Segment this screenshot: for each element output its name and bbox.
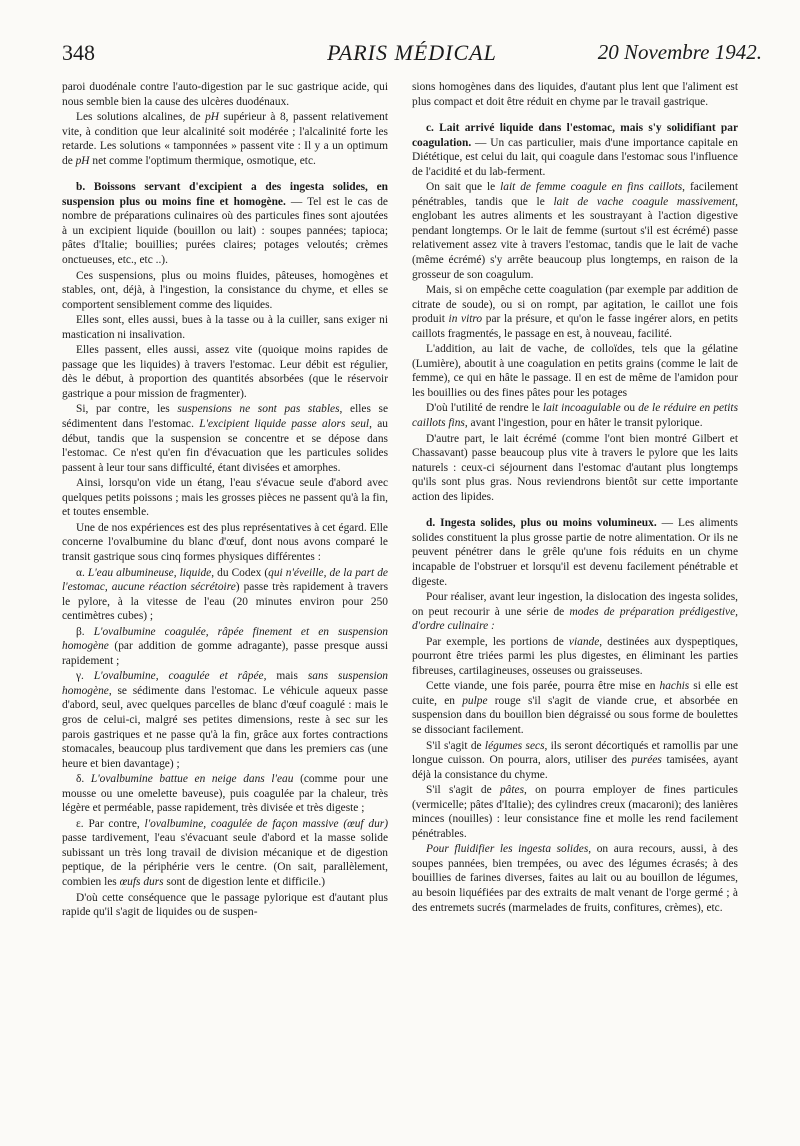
list-item-delta: δ. L'ovalbumine battue en neige dans l'eau (comme pour une mousse ou une omelette baveuse), puis coagulée par la chaleur, très légère et perméable, passe rapidement, très divisée et très digeste ; bbox=[62, 773, 389, 815]
paragraph: paroi duodénale contre l'auto-digestion par le suc gastrique acide, qui nous semble bien la cause des ulcères duodénaux. bbox=[62, 81, 388, 108]
page-number: 348 bbox=[62, 40, 95, 65]
page-header bbox=[62, 40, 762, 74]
paragraph: S'il s'agit de pâtes, on pourra employer de fines particules (vermicelle; pâtes d'Italie); des cylindres creux (macaroni); des lanières minces (nouilles) : leur consistance fine et molle les rend facilement pénétrables. bbox=[412, 784, 738, 840]
section-b-paragraph: b. Boissons servant d'excipient a des ingesta solides, en suspension plus ou moins fine et homogène. — Tel est le cas de nombre de préparations culinaires où des particules fines sont ajoutées à un excipient liquide (bouillon ou lait) : soupes pannées; tapioca; pâtes d'Italie; bouillies; purées claires; potages veloutés; crèmes onctueuses, etc., etc ..). bbox=[62, 181, 388, 267]
paragraph: D'autre part, le lait écrémé (comme l'ont bien montré Gilbert et Chassavant) passe beaucoup plus vite à travers le pylore que les laits naturels : ceux-ci séjournent dans l'estomac d'autant plus longtemps qu'ils sont plus gras. Nous reviendrons bientôt sur cette importante action des lipides. bbox=[412, 432, 738, 503]
list-item-alpha: α. L'eau albumineuse, liquide, du Codex (qui n'éveille, de la part de l'estomac, aucune réaction sécrétoire) passe très rapidement à travers le pylore, à la vitesse de l'eau (20 minutes environ pour 250 centimètres cubes) ; bbox=[62, 566, 389, 623]
paragraph: Pour réaliser, avant leur ingestion, la dislocation des ingesta solides, on peut recourir à une série de modes de préparation prédigestive, d'ordre culinaire : bbox=[412, 591, 738, 633]
journal-title: PARIS MÉDICAL bbox=[327, 40, 497, 65]
left-column bbox=[62, 80, 388, 921]
section-heading: b. Boissons servant d'excipient a des ingesta solides, en suspension plus ou moins fine et homogène. bbox=[62, 181, 388, 208]
paragraph: Ces suspensions, plus ou moins fluides, pâteuses, homogènes et stables, ont, déjà, à l'ingestion, la consistance du chyme, et elles se comportent sensiblement comme des liquides. bbox=[62, 269, 388, 311]
paragraph: sions homogènes dans des liquides, d'autant plus lent que l'aliment est plus compact et doit être réduit en chyme par le travail gastrique. bbox=[412, 81, 738, 108]
section-heading: c. Lait arrivé liquide dans l'estomac, mais s'y solidifiant par coagulation. bbox=[412, 122, 738, 149]
paragraph: Les solutions alcalines, de pH supérieur à 8, passent relativement vite, à condition que leur alcalinité soit modérée ; l'alcalinité forte les retarde. Les solutions « tamponnées » passent vite : Il y a un optimum de pH net comme l'optimum thermique, osmotique, etc. bbox=[62, 111, 388, 167]
section-d-paragraph: d. Ingesta solides, plus ou moins volumineux. — Les aliments solides constituent la plus grosse partie de notre alimentation. Or ils ne peuvent pénétrer dans le grêle qu'une fois réduits en un chyme incapable de l'obstruer et lorsqu'il est devenu facilement pénétrable et digeste. bbox=[412, 517, 738, 588]
paragraph: Par exemple, les portions de viande, destinées aux dyspeptiques, pourront être triées parmi les plus digestes, en éliminant les parties fibreuses, cartilagineuses, osseuses ou graisseuses. bbox=[412, 635, 739, 677]
paragraph: Ainsi, lorsqu'on vide un étang, l'eau s'évacue seule d'abord avec quelques petits poissons ; mais les grosses pièces ne passent qu'à la fin, et toutes ensemble. bbox=[62, 477, 388, 519]
paragraph: Une de nos expériences est des plus représentatives à cet égard. Elle concerne l'ovalbumine du blanc d'œuf, dont nous avons comparé le transit gastrique sous cinq formes physiques différentes : bbox=[62, 521, 388, 563]
issue-date: 20 Novembre 1942. bbox=[597, 40, 762, 64]
paragraph: D'où l'utilité de rendre le lait incoagulable ou de le réduire en petits caillots fins, avant l'ingestion, pour en hâter le transit pylorique. bbox=[412, 402, 739, 430]
list-item-beta: β. L'ovalbumine coagulée, râpée finement et en suspension homogène (par addition de gomme adragante), passe presque aussi rapidement ; bbox=[62, 625, 388, 667]
paragraph: Pour fluidifier les ingesta solides, on aura recours, aussi, à des soupes pannées, bien trempées, ou avec des légumes écrasés; à des bouillies de farines diverses, faites au lait ou au bouillon de légumes, au besoin liquéfiées par des extraits de malt venant de l'orge germé ; à des entremets sucrés (marmelades de fruits, confitures, crèmes), etc. bbox=[412, 843, 738, 914]
paragraph: On sait que le lait de femme coagule en fins caillots, facilement pénétrables, tandis que le lait de vache coagule massivement, englobant les autres aliments et les soustrayant à l'action digestive pendant longtemps. Or le lait de femme (surtout s'il est écrémé) passe relativement assez vite à travers l'estomac, tandis que le lait de vache (même écrémé) s'y arrête beaucoup plus longtemps, en raison de la grosseur de son coagulum. bbox=[412, 181, 739, 281]
paragraph: Si, par contre, les suspensions ne sont pas stables, elles se sédimentent dans l'estomac. L'excipient liquide passe alors seul, au début, tandis que la suspension se concentre et se dépose dans l'estomac. Ce n'est qu'en fin d'évacuation que les particules solides passent à leur tour sans difficulté, étant divisées et amorphes. bbox=[62, 403, 388, 474]
paragraph: Elles passent, elles aussi, assez vite (quoique moins rapides de passage que les liquides) à travers l'estomac. Leur débit est régulier, dès le début, à proportion des quantités absorbées (que le réservoir gastrique a pour mission de fragmenter). bbox=[62, 344, 388, 400]
paragraph: Cette viande, une fois parée, pourra être mise en hachis si elle est cuite, en pulpe rouge s'il s'agit de viande crue, et absorbée en suspension dans du bouillon bien dégraissé ou sous forme de boulettes se dissociant facilement. bbox=[412, 680, 738, 736]
paragraph: S'il s'agit de légumes secs, ils seront décortiqués et ramollis par une longue cuisson. On pourra, alors, utiliser des purées tamisées, ayant déjà la consistance du chyme. bbox=[412, 739, 739, 781]
list-item-gamma: γ. L'ovalbumine, coagulée et râpée, mais sans suspension homogène, se sédimente dans l'estomac. Le véhicule aqueux passe d'abord, seul, avec quelques parcelles de blanc d'œuf coagulé : mais le gros de celui-ci, malgré ses petites dimensions, reste à sec sur les parois gastriques et ne passe qu'à la fin, grâce aux fortes contractions stomacales, beaucoup plus tardivement que dans les premiers cas (une heure et bien davantage) ; bbox=[62, 670, 389, 770]
right-column bbox=[412, 80, 738, 916]
section-c-paragraph: c. Lait arrivé liquide dans l'estomac, mais s'y solidifiant par coagulation. — Un cas particulier, mais d'une importance capitale en Diététique, est celui du lait, qui coagule dans l'estomac sous l'influence de l'acidité et du lab-ferment. bbox=[412, 122, 738, 178]
paragraph: L'addition, au lait de vache, de colloïdes, tels que la gélatine (Lumière), aboutit à une coagulation en petits grains (comme le lait de femme), ce qui en hâte le passage. Il en est de même de l'amidon pour les bouillies ou des fines pâtes pour les potages bbox=[412, 343, 738, 399]
list-item-epsilon: ε. Par contre, l'ovalbumine, coagulée de façon massive (œuf dur) passe tardivement, l'eau s'évacuant seule d'abord et la masse solide subissant un très long travail de division mécanique et de digestion peptique, de la périphérie vers le centre. (On sait, parallèlement, combien les œufs durs sont de digestion lente et difficile.) bbox=[62, 817, 389, 888]
paragraph: D'où cette conséquence que le passage pylorique est d'autant plus rapide qu'il s'agit de liquides ou de suspen- bbox=[62, 891, 388, 919]
paragraph: Mais, si on empêche cette coagulation (par exemple par addition de citrate de soude), ou si on rompt, par agitation, le caillot une fois produit in vitro par la présure, et qu'on le fasse ingérer alors, en petits caillots fragmentés, le passage en est, à nouveau, facilité. bbox=[412, 284, 738, 340]
paragraph: Elles sont, elles aussi, bues à la tasse ou à la cuiller, sans exiger ni mastication ni insalivation. bbox=[62, 314, 388, 341]
section-heading: d. Ingesta solides, plus ou moins volumineux. bbox=[426, 517, 657, 530]
